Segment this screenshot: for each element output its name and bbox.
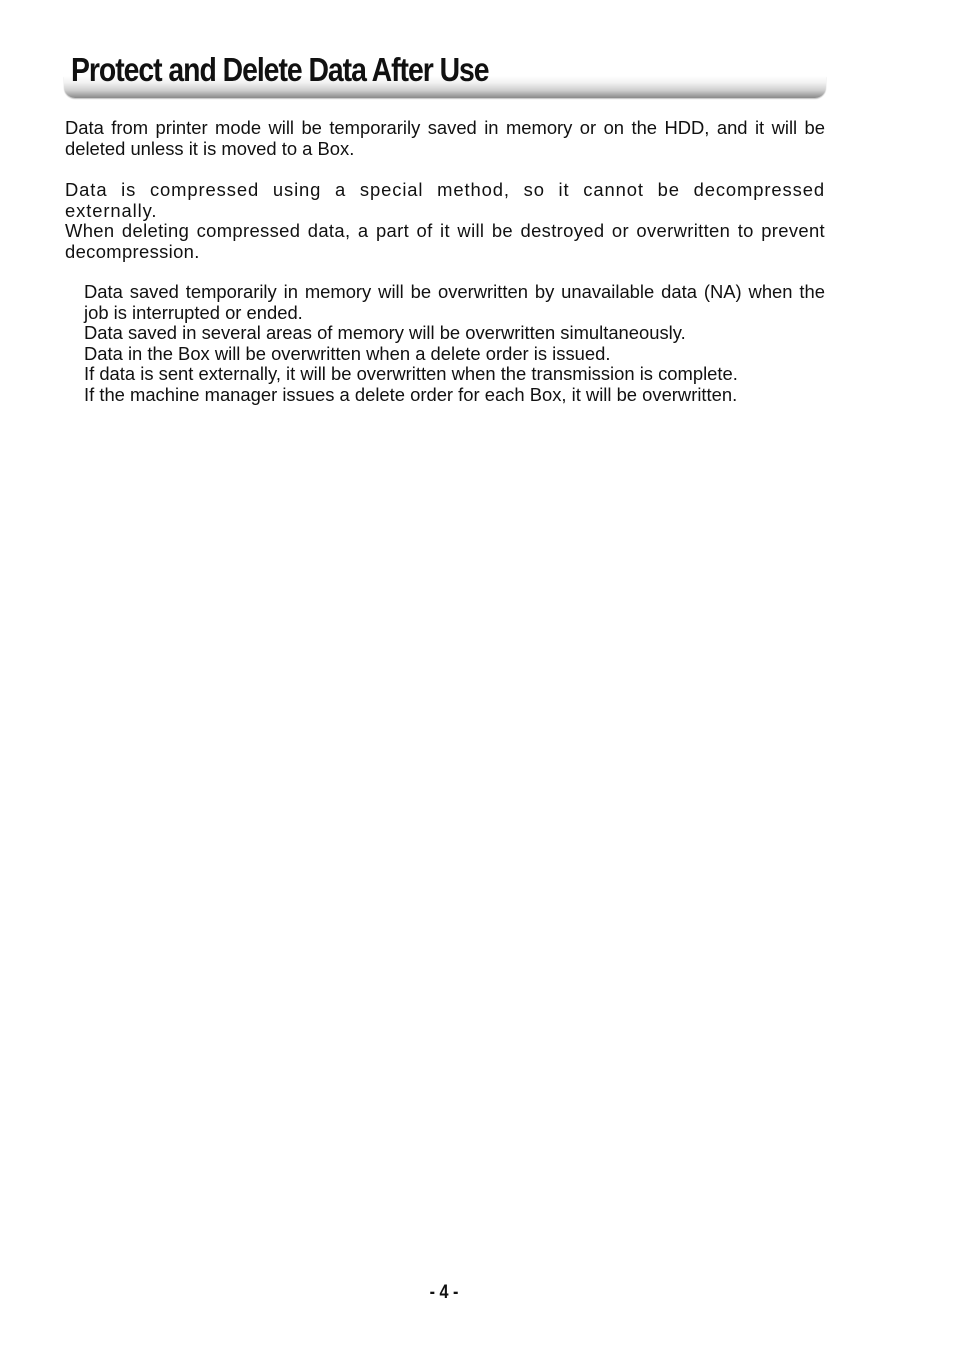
- paragraph-deletion: When deleting compressed data, a part of it will be destroyed or overwritten to prevent decompression.: [65, 220, 825, 262]
- list-item: Data in the Box will be overwritten when a delete order is issued.: [84, 342, 611, 364]
- page-number: - 4 -: [429, 1282, 459, 1303]
- list-item: Data saved in several areas of memory will be overwritten simultaneously.: [84, 322, 686, 343]
- page-title: Protect and Delete Data After Use: [71, 51, 489, 88]
- paragraph-compression: Data is compressed using a special method, so it cannot be decompressed externally.: [65, 179, 825, 221]
- paragraph-printer-mode: Data from printer mode will be temporarily saved in memory or on the HDD, and it will be deleted unless it is moved to a Box.: [65, 117, 825, 159]
- list-item: If data is sent externally, it will be overwritten when the transmission is complete.: [84, 363, 738, 384]
- compression-block: [65, 180, 825, 262]
- section-heading: [64, 50, 826, 100]
- overwrite-list: [84, 282, 825, 405]
- list-item: Data saved temporarily in memory will be overwritten by unavailable data (NA) when the job is interrupted or ended.: [84, 281, 825, 323]
- list-item: If the machine manager issues a delete order for each Box, it will be overwritten.: [84, 383, 738, 405]
